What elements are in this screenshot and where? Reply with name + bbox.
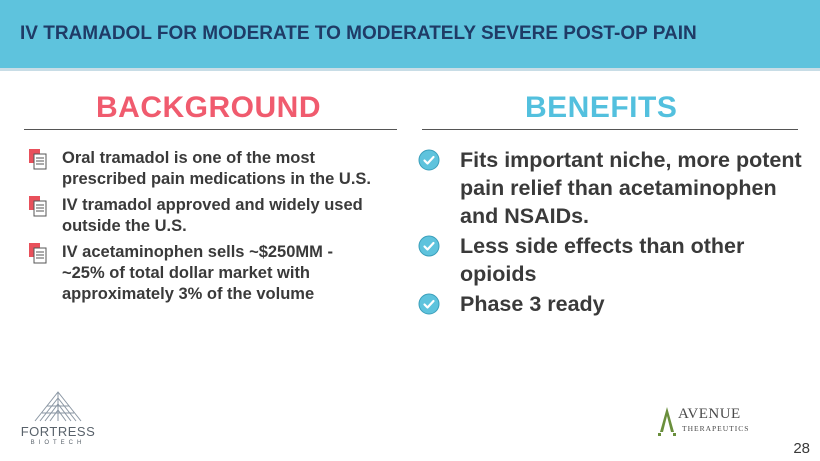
list-item [416,290,806,318]
list-item [416,232,806,288]
benefits-divider [422,129,798,130]
avenue-subtitle: THERAPEUTICS [682,424,750,433]
fortress-logo [20,390,96,446]
benefits-heading: BENEFITS [525,91,678,124]
slide-title: IV TRAMADOL FOR MODERATE TO MODERATELY SEVERE POST-OP PAIN [20,23,697,44]
benefit-item-text: Phase 3 ready [460,292,605,316]
document-icon [28,242,48,264]
list-item [416,146,806,230]
avenue-logo [656,402,776,442]
header-banner [0,0,820,71]
checkmark-icon [418,235,440,257]
avenue-name: AVENUE [678,406,741,422]
checkmark-icon [418,149,440,171]
background-list [28,148,378,310]
background-item-text: Oral tramadol is one of the most prescribed pain medications in the U.S. [62,149,371,188]
avenue-tree-icon [656,404,678,438]
checkmark-icon [418,293,440,315]
fortress-subtitle: BIOTECH [30,440,86,446]
benefits-list [416,146,806,320]
list-item [28,195,378,237]
fortress-mountain-icon [33,390,83,422]
background-item-text: IV acetaminophen sells ~$250MM - ~25% of total dollar market with approximately 3% of the volume [62,243,333,303]
fortress-name: FORTRESS [20,424,96,439]
list-item [28,242,378,305]
list-item [28,148,378,190]
document-icon [28,148,48,170]
benefit-item-text: Less side effects than other opioids [460,234,745,286]
benefit-item-text: Fits important niche, more potent pain relief than acetaminophen and NSAIDs. [460,148,802,228]
document-icon [28,195,48,217]
background-heading: BACKGROUND [96,91,321,124]
background-divider [24,129,397,130]
page-number: 28 [793,440,810,457]
background-item-text: IV tramadol approved and widely used outside the U.S. [62,196,363,235]
